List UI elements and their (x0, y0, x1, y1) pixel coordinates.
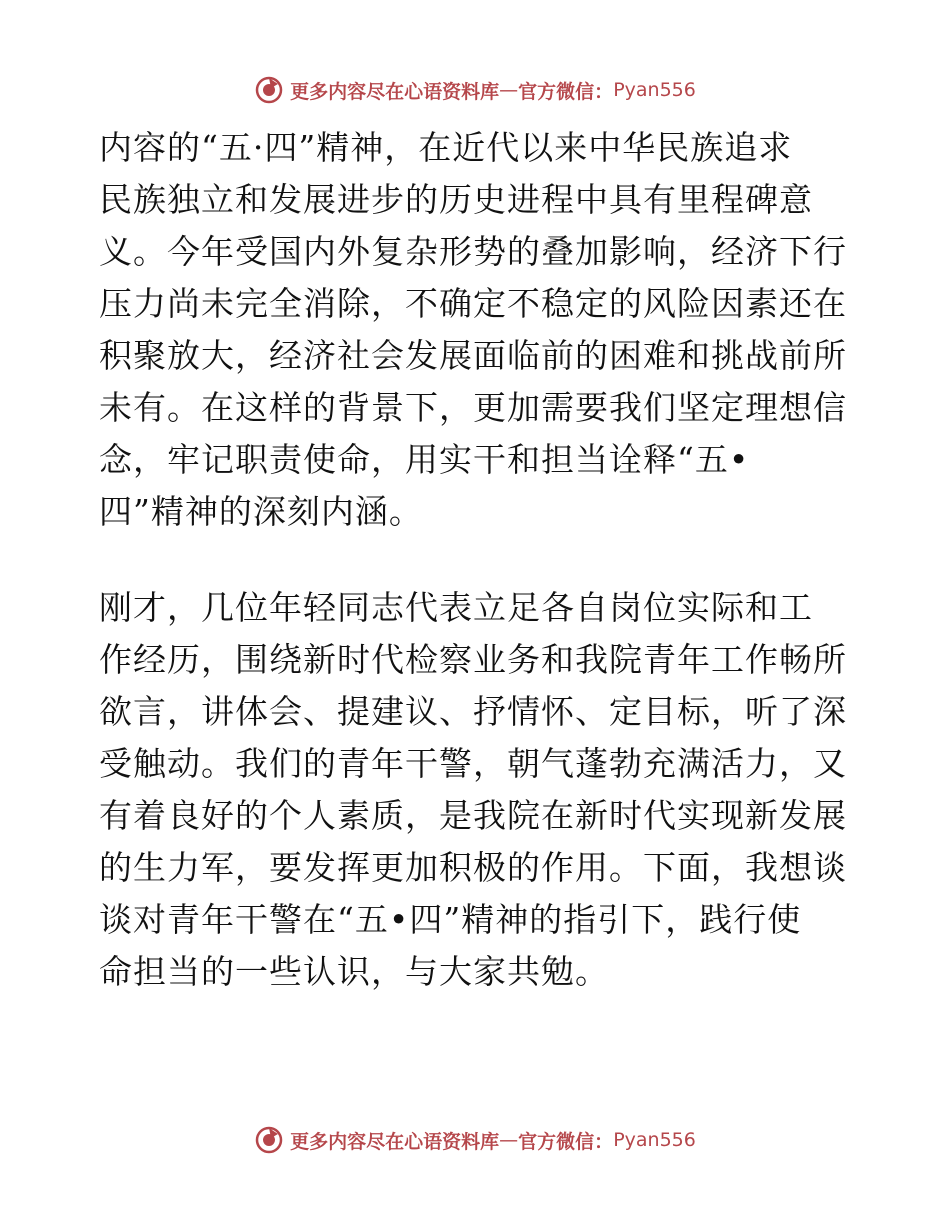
text-line: 积聚放大，经济社会发展面临前的困难和挑战前所 (99, 336, 847, 375)
text-line: 作经历，围绕新时代检察业务和我院青年工作畅所 (99, 640, 847, 679)
text-line: 的生力军，要发挥更加积极的作用。下面，我想谈 (99, 848, 847, 887)
text-line: 有着良好的个人素质，是我院在新时代实现新发展 (99, 796, 847, 835)
brand-logo-icon (254, 1125, 284, 1155)
footer-separator: — (499, 1129, 519, 1151)
paragraph-2 (99, 582, 859, 998)
footer-wechat-label: 官方微信： (518, 1130, 614, 1153)
text-line: 压力尚未完全消除，不确定不稳定的风险因素还在 (99, 284, 847, 323)
footer-brand-text: 更多内容尽在心语资料库 (290, 1130, 500, 1153)
brand-logo-icon (254, 75, 284, 105)
text-line: 民族独立和发展进步的历史进程中具有里程碑意 (99, 180, 813, 219)
text-line: 内容的“五·四”精神，在近代以来中华民族追求 (99, 128, 793, 167)
page-footer-watermark (0, 1120, 950, 1160)
text-line: 念，牢记职责使命，用实干和担当诠释“五• (99, 440, 750, 479)
header-brand-text: 更多内容尽在心语资料库 (290, 80, 500, 103)
paragraph-spacer (99, 538, 859, 582)
text-line: 欲言，讲体会、提建议、抒情怀、定目标，听了深 (99, 692, 847, 731)
text-line: 义。今年受国内外复杂形势的叠加影响，经济下行 (99, 232, 847, 271)
text-line: 刚才，几位年轻同志代表立足各自岗位实际和工 (99, 588, 813, 627)
text-line: 受触动。我们的青年干警，朝气蓬勃充满活力，又 (99, 744, 847, 783)
header-wechat-label: 官方微信： (518, 80, 614, 103)
header-wechat-id: Pyan556 (613, 79, 696, 101)
header-separator: — (499, 79, 519, 101)
text-line: 四”精神的深刻内涵。 (99, 492, 423, 531)
document-body (99, 122, 859, 998)
paragraph-1 (99, 122, 859, 538)
text-line: 命担当的一些认识，与大家共勉。 (99, 952, 609, 991)
page-header-watermark (0, 70, 950, 110)
text-line: 谈对青年干警在“五•四”精神的指引下，践行使 (99, 900, 802, 939)
text-line: 未有。在这样的背景下，更加需要我们坚定理想信 (99, 388, 847, 427)
footer-wechat-id: Pyan556 (613, 1129, 696, 1151)
